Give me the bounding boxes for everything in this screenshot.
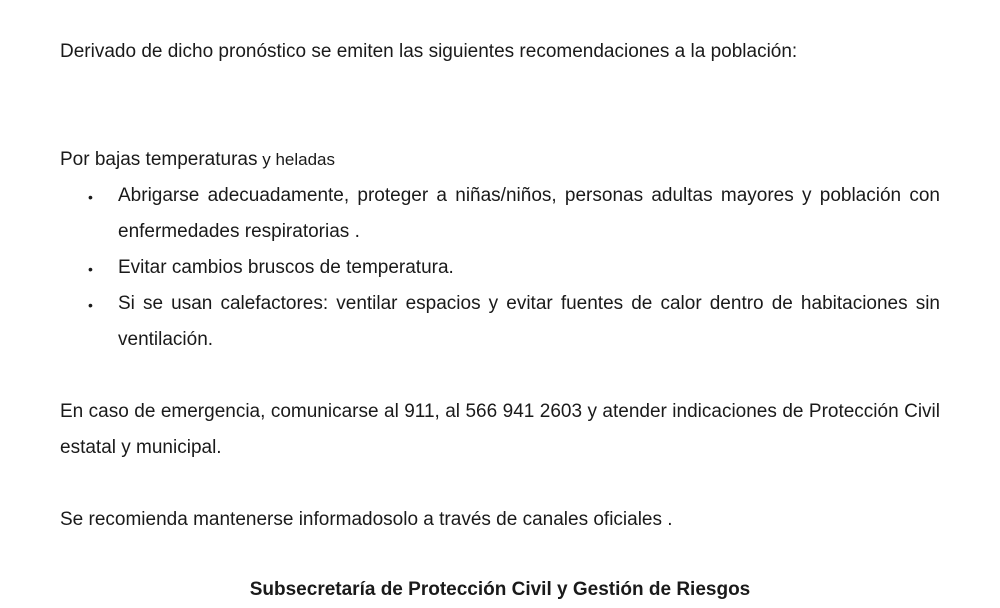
list-item-text: Abrigarse adecuadamente, proteger a niñas/niños, personas adultas mayores y población con enfermedades respiratorias . — [118, 185, 940, 242]
list-item-text: Evitar cambios bruscos de temperatura. — [118, 257, 454, 278]
list-item — [60, 286, 940, 358]
recommendation-list — [60, 178, 940, 358]
list-item — [60, 178, 940, 250]
bullet-dot-icon: • — [88, 297, 93, 313]
cold-section-heading — [60, 142, 940, 178]
bullet-dot-icon: • — [88, 261, 93, 277]
list-item-text: Si se usan calefactores: ventilar espacios y evitar fuentes de calor dentro de habitaciones sin ventilación. — [118, 293, 940, 350]
signature-line: Subsecretaría de Protección Civil y Gestión de Riesgos — [249, 579, 751, 600]
bullet-dot-icon: • — [88, 189, 93, 205]
intro-paragraph: Derivado de dicho pronóstico se emiten las siguientes recomendaciones a la población: — [60, 41, 798, 62]
recommendation-paragraph: Se recomienda mantenerse informadosolo a través de canales oficiales . — [60, 509, 673, 530]
emergency-paragraph: En caso de emergencia, comunicarse al 911, al 566 941 2603 y atender indicaciones de Protección Civil estatal y municipal. — [60, 401, 940, 458]
list-item — [60, 250, 940, 286]
cold-section-heading-main: Por bajas temperaturas — [60, 149, 258, 170]
cold-section-heading-suffix: y heladas — [257, 150, 335, 169]
